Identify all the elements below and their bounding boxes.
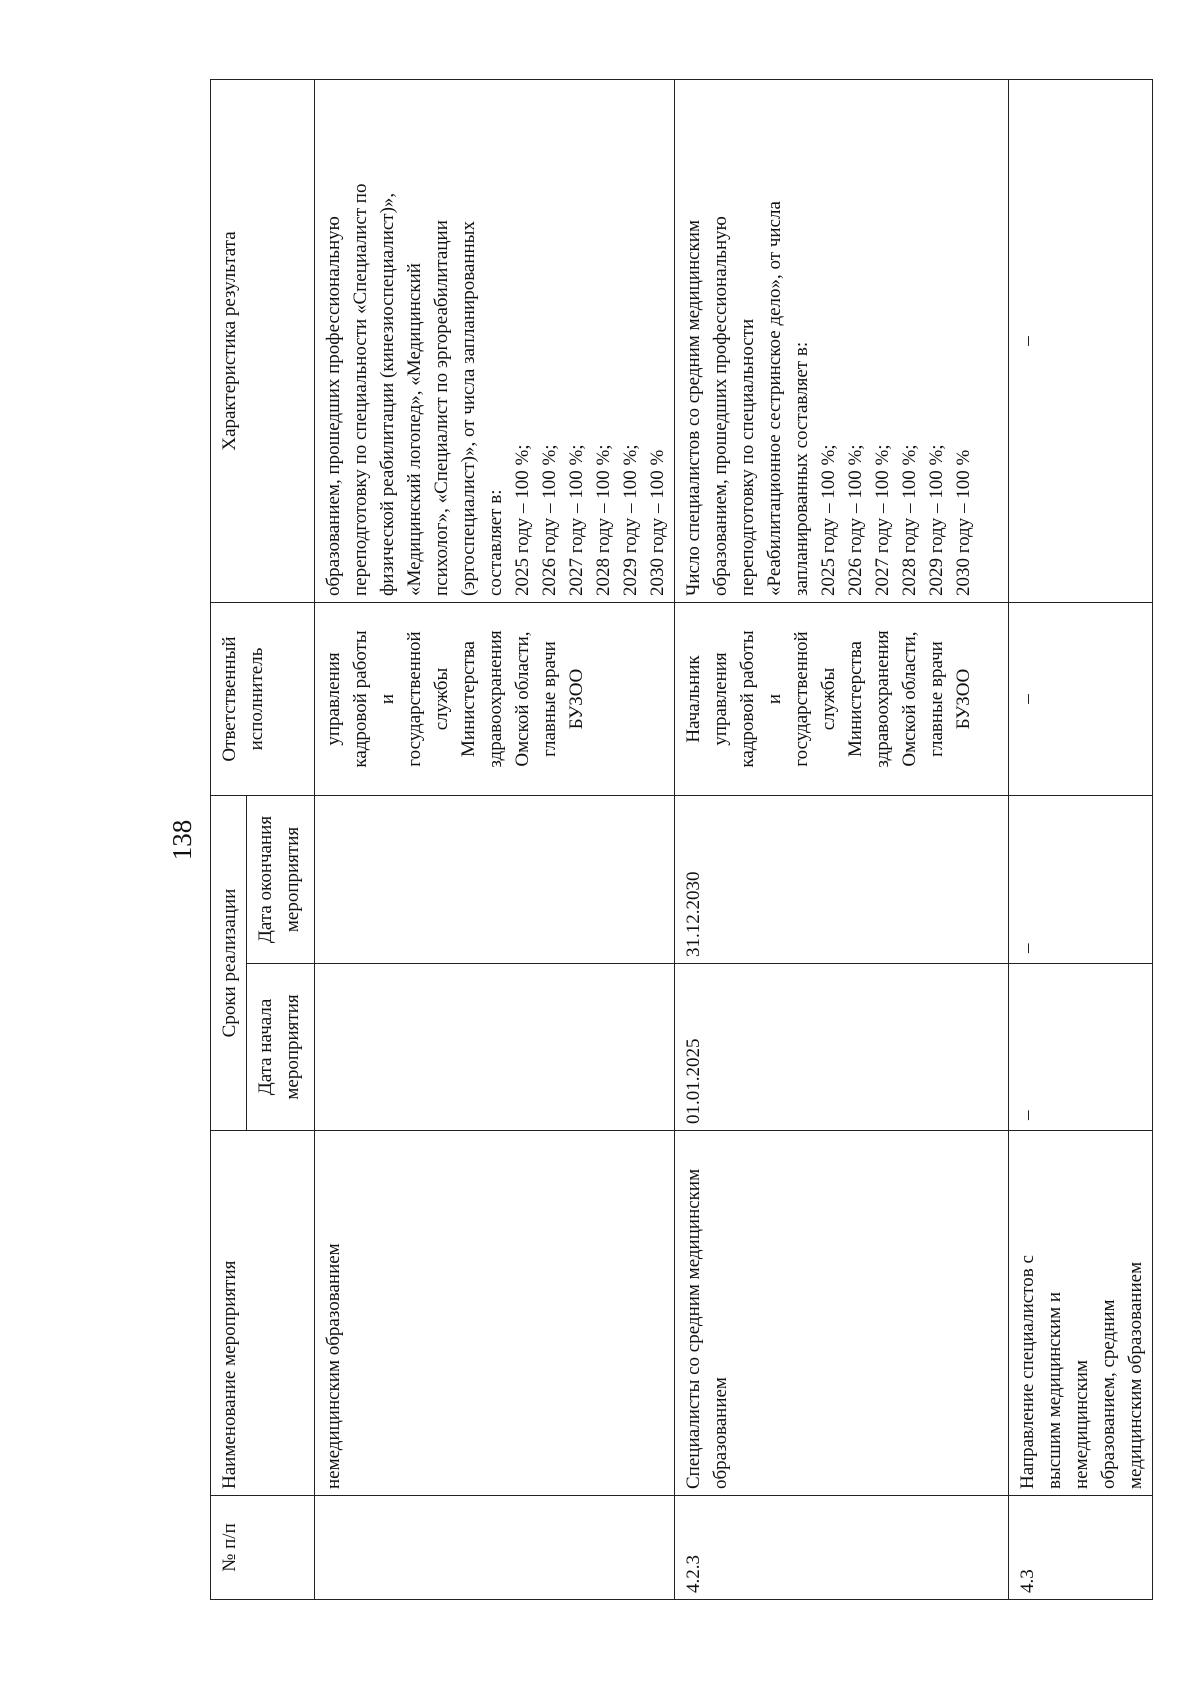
header-result: Характеристика результата	[211, 80, 315, 603]
text-line: главные врачи	[539, 641, 560, 757]
page-number: 138	[167, 819, 197, 861]
text-line: высшим медицинским и	[1044, 1291, 1065, 1489]
text-line: медицинским образованием	[1125, 1261, 1146, 1489]
text-line: запланированных составляет в:	[791, 341, 812, 596]
text-line: составляет в:	[485, 489, 506, 596]
text-line: немедицинским	[1071, 1359, 1092, 1489]
row-start: 01.01.2025	[675, 964, 1009, 1131]
header-start: Дата начала мероприятия	[247, 964, 315, 1131]
table-row	[315, 80, 675, 1600]
text-line: Министерства	[845, 641, 866, 757]
header-name: Наименование мероприятия	[211, 1131, 315, 1496]
row-result	[315, 80, 675, 603]
rotated-page	[160, 80, 1146, 1600]
table-row	[675, 80, 1009, 1600]
text-line: 2029 году – 100 %;	[620, 444, 641, 596]
text-line: 2029 году – 100 %;	[926, 444, 947, 596]
text-line: образованием, средним	[1098, 1299, 1119, 1489]
text-line: (эргоспециалист)», от числа запланированных	[458, 221, 479, 596]
row-executor	[315, 603, 675, 796]
row-num	[315, 1496, 675, 1600]
text-line: государственной	[404, 631, 425, 767]
table-row	[1009, 80, 1153, 1600]
header-row-top	[211, 80, 247, 1600]
text-line: Омской области,	[899, 631, 920, 767]
text-line: государственной	[791, 631, 812, 767]
row-result	[675, 80, 1009, 603]
text-line: 2030 году – 100 %	[647, 449, 668, 596]
row-name: немедицинским образованием	[315, 1131, 675, 1496]
text-line: Направление специалистов с	[1017, 1255, 1038, 1489]
text-line: 2027 году – 100 %;	[872, 444, 893, 596]
text-line: управления	[710, 652, 731, 746]
text-line: Министерства	[458, 641, 479, 757]
row-end: 31.12.2030	[675, 796, 1009, 964]
text-line: 2025 году – 100 %;	[512, 444, 533, 596]
text-line: –	[1017, 336, 1038, 346]
text-line: образованием, прошедших профессиональную	[323, 216, 344, 596]
text-line: управления	[323, 652, 344, 746]
text-line: кадровой работы	[737, 630, 758, 768]
row-end	[315, 796, 675, 964]
text-line: переподготовку по специальности	[737, 318, 758, 596]
text-line: Число специалистов со средним медицинским	[683, 220, 704, 596]
text-line: главные врачи	[926, 641, 947, 757]
text-line: здравоохранения	[485, 630, 506, 768]
text-line: БУЗОО	[566, 668, 587, 730]
text-line: 2030 году – 100 %	[953, 449, 974, 596]
header-end: Дата окончания мероприятия	[247, 796, 315, 964]
text-line: Омской области,	[512, 631, 533, 767]
measures-table	[210, 79, 1153, 1600]
row-executor	[1009, 603, 1153, 796]
header-executor: Ответственный исполнитель	[211, 603, 315, 796]
text-line: здравоохранения	[872, 630, 893, 768]
row-end: –	[1009, 796, 1153, 964]
row-start	[315, 964, 675, 1131]
text-line: БУЗОО	[953, 668, 974, 730]
row-name: Специалисты со средним медицинским образованием	[675, 1131, 1009, 1496]
row-start: –	[1009, 964, 1153, 1131]
text-line: психолог», «Специалист по эргореабилитации	[431, 220, 452, 596]
row-name	[1009, 1131, 1153, 1496]
text-line: и	[377, 693, 398, 705]
text-line: «Реабилитационное сестринское дело», от числа	[764, 201, 785, 596]
text-line: и	[764, 693, 785, 705]
header-period: Сроки реализации	[211, 796, 247, 1131]
text-line: физической реабилитации (кинезиоспециалист)»,	[377, 192, 398, 596]
text-line: 2026 году – 100 %;	[539, 444, 560, 596]
text-line: образованием, прошедших профессиональную	[710, 216, 731, 596]
header-num: № п/п	[211, 1496, 315, 1600]
text-line: 2026 году – 100 %;	[845, 444, 866, 596]
row-num: 4.3	[1009, 1496, 1153, 1600]
text-line: 2027 году – 100 %;	[566, 444, 587, 596]
text-line: 2028 году – 100 %;	[899, 444, 920, 596]
text-line: 2028 году – 100 %;	[593, 444, 614, 596]
row-result	[1009, 80, 1153, 603]
row-num: 4.2.3	[675, 1496, 1009, 1600]
text-line: 2025 году – 100 %;	[818, 444, 839, 596]
text-line: –	[1017, 694, 1038, 704]
text-line: службы	[818, 667, 839, 731]
text-line: переподготовку по специальности «Специалист по	[350, 183, 371, 596]
text-line: кадровой работы	[350, 630, 371, 768]
text-line: «Медицинский логопед», «Медицинский	[404, 263, 425, 596]
text-line: Начальник	[683, 655, 704, 743]
text-line: службы	[431, 667, 452, 731]
row-executor	[675, 603, 1009, 796]
